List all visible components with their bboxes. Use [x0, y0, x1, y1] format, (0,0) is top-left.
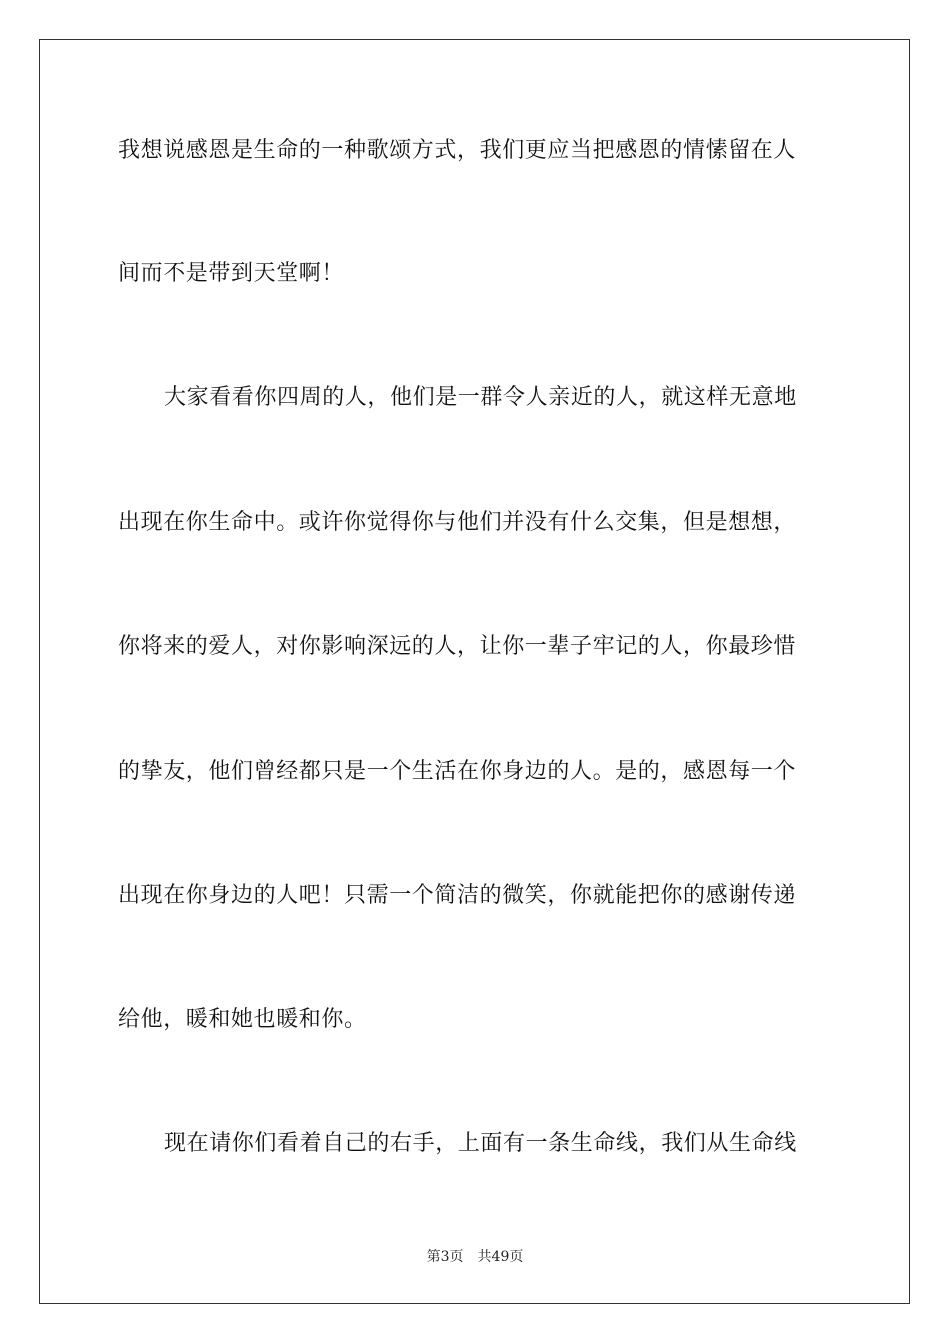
page-footer — [0, 1248, 950, 1266]
page-frame — [39, 39, 910, 1304]
page-number: 第3页 — [426, 1249, 464, 1265]
paragraph-line: 我想说感恩是生命的一种歌颂方式，我们更应当把感恩的情愫留在人 — [118, 138, 797, 163]
paragraph-line: 出现在你身边的人吧！只需一个简洁的微笑，你就能把你的感谢传递 — [118, 883, 797, 908]
paragraph-line: 你将来的爱人，对你影响深远的人，让你一辈子牢记的人，你最珍惜 — [118, 634, 797, 659]
paragraph-line: 现在请你们看着自己的右手，上面有一条生命线，我们从生命线 — [164, 1131, 797, 1156]
paragraph-line: 大家看看你四周的人，他们是一群令人亲近的人，就这样无意地 — [164, 385, 797, 410]
paragraph-line: 出现在你生命中。或许你觉得你与他们并没有什么交集，但是想想， — [118, 510, 797, 535]
paragraph-line: 给他，暖和她也暖和你。 — [118, 1007, 367, 1032]
total-pages: 共49页 — [477, 1249, 524, 1265]
paragraph-line: 间而不是带到天堂啊！ — [118, 261, 345, 286]
paragraph-line: 的挚友，他们曾经都只是一个生活在你身边的人。是的，感恩每一个 — [118, 759, 797, 784]
